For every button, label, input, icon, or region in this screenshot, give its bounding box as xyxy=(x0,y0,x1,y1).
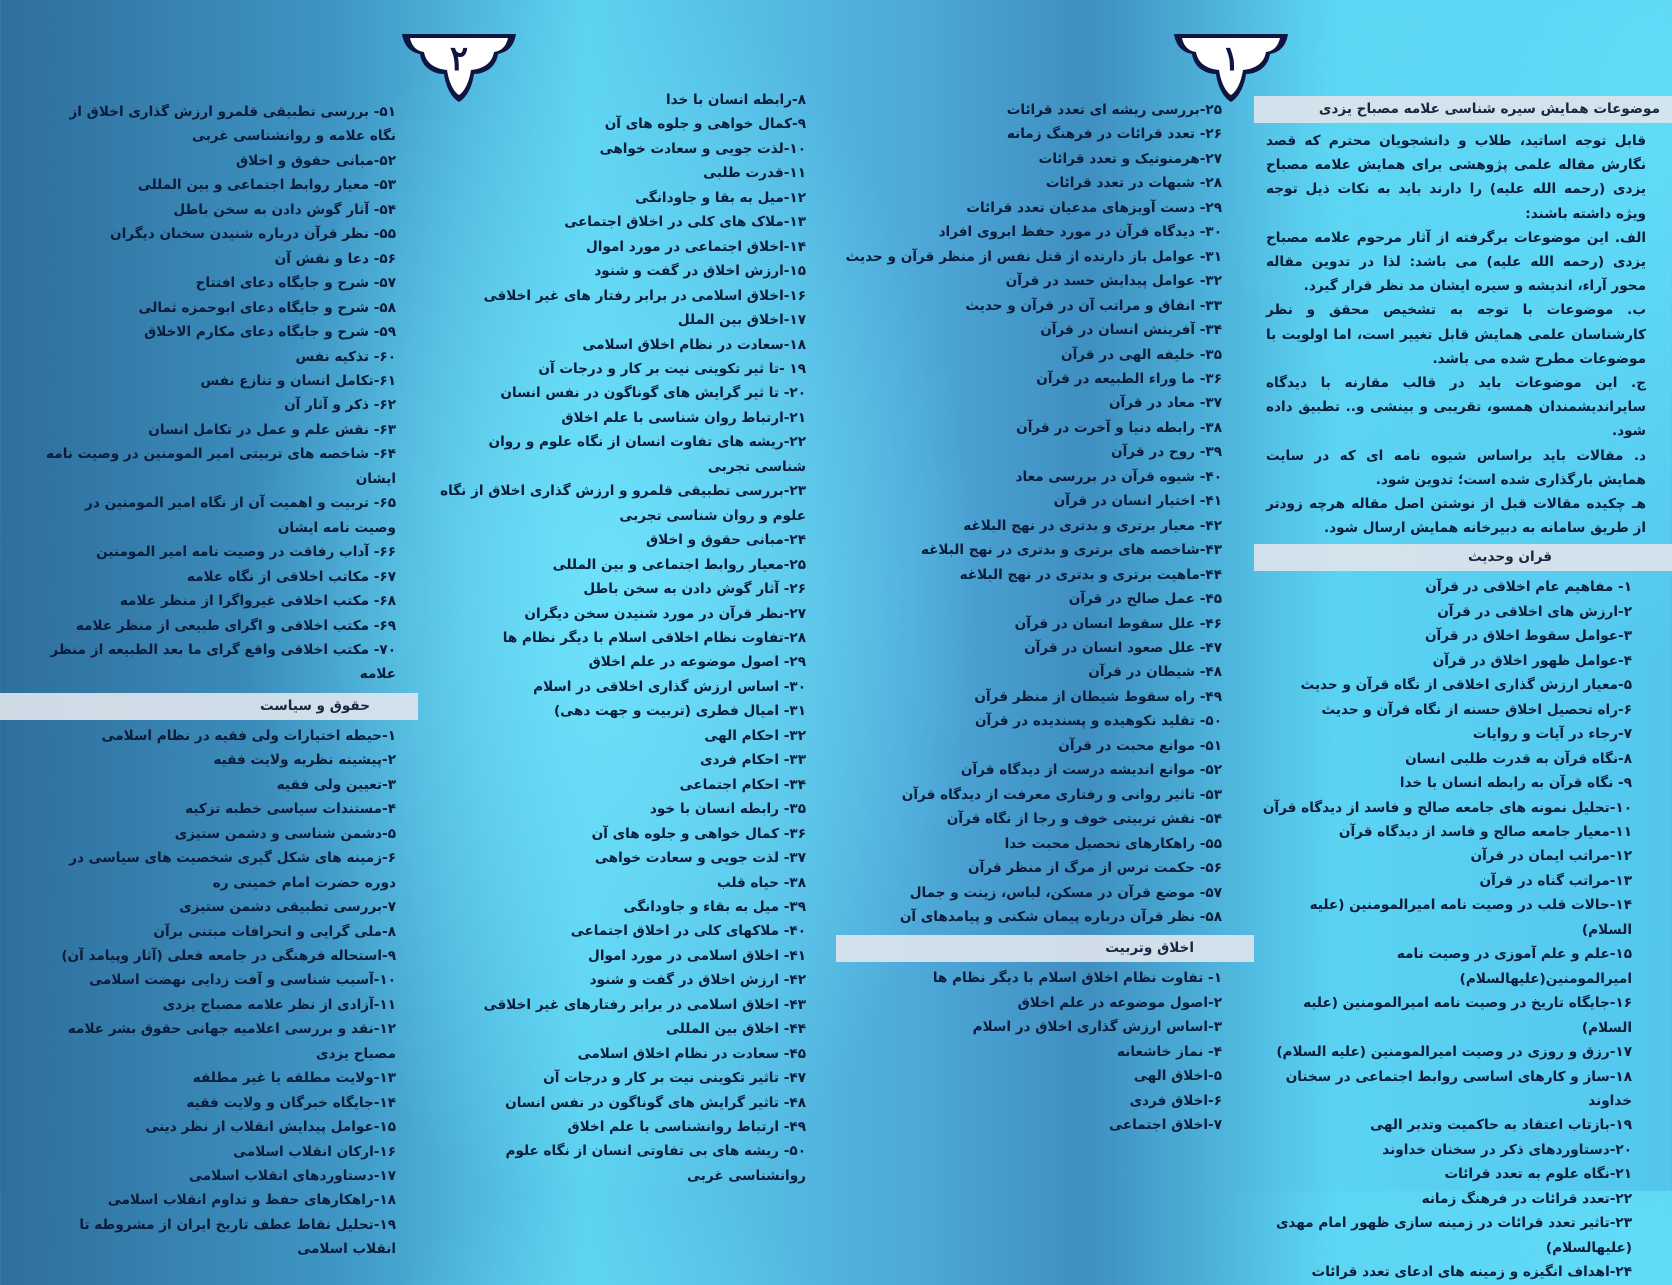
topic-list xyxy=(836,98,1254,929)
list-item: ۳۶- کمال خواهی و جلوه های آن xyxy=(591,825,806,842)
list-item: ۵۴- نقش تربیتی خوف و رجا از نگاه قرآن xyxy=(946,811,1222,828)
topic-list xyxy=(836,966,1254,1137)
list-item: ۹-استحاله فرهنگی در جامعه فعلی (آثار وپیامد آن) xyxy=(61,947,396,964)
list-item: ۴۴- اخلاق بین المللی xyxy=(666,1021,806,1038)
list-item: ۴-مستندات سیاسی خطبه تزکیه xyxy=(185,801,396,818)
list-item: ۱۸-ساز و کارهای اساسی روابط اجتماعی در سخنان خداوند xyxy=(1285,1068,1632,1109)
list-item: ۳۶- ما وراء الطبیعه در قرآن xyxy=(1036,370,1222,387)
page-number-1: ۱ xyxy=(1221,39,1241,79)
list-item: ۵۷- شرح و جایگاه دعای افتتاح xyxy=(195,275,396,292)
list-item: ۱۹-تحلیل نقاط عطف تاریخ ایران از مشروطه تا انقلاب اسلامی xyxy=(79,1216,396,1258)
list-item: ۶۱-تکامل انسان و تنازع نفس xyxy=(200,372,396,389)
list-item: ۴۹- راه سقوط شیطان از منظر قرآن xyxy=(974,688,1222,705)
list-item: ۲-پیشینه نظریه ولایت فقیه xyxy=(213,752,396,769)
list-item: ۵۳- معیار روابط اجتماعی و بین المللی xyxy=(137,177,396,194)
list-item: ۱- تفاوت نظام اخلاق اسلام با دیگر نظام ها xyxy=(932,970,1222,987)
list-item: ۲۳-بررسی تطبیقی قلمرو و ارزش گذاری اخلاق از نگاه علوم و روان شناسی تجربی xyxy=(440,483,806,524)
list-item: ۱۸-سعادت در نظام اخلاق اسلامی xyxy=(582,336,806,353)
intro-paragraph: هـ چکیده مقالات قبل از نوشتن اصل مقاله هرچه زودتر از طریق سامانه به دبیرخانه همایش ارسال شود. xyxy=(1266,496,1646,537)
list-item: ۴۶- علل سقوط انسان در قرآن xyxy=(1014,615,1222,632)
column-3 xyxy=(432,88,836,1188)
list-item: ۷-رجاء در آیات و روایات xyxy=(1472,726,1632,743)
list-item: ۱۳-ملاک های کلی در اخلاق اجتماعی xyxy=(564,214,806,231)
list-item: ۴۸- شیطان در قرآن xyxy=(1088,664,1222,681)
list-item: ۶۸- مکتب اخلاقی غیرواگرا از منظر علامه xyxy=(119,593,396,610)
list-item: ۶-راه تحصیل اخلاق حسنه از نگاه قرآن و حدیث xyxy=(1321,701,1632,718)
page-badge-1 xyxy=(1170,32,1292,104)
list-item: ۳۸- حیاه قلب xyxy=(716,874,806,891)
list-item: ۳-اساس ارزش گذاری اخلاق در اسلام xyxy=(972,1019,1222,1036)
list-item: ۴۰- شیوه قرآن در بررسی معاد xyxy=(1015,468,1222,485)
intro-paragraph: الف. این موضوعات برگرفته از آثار مرحوم علامه مصباح یزدی (رحمه الله علیه) می باشد: لذا در تدوین مقاله محور آراء، اندیشه و سیره ایشان مد نظر قرار گیرد. xyxy=(1266,229,1646,295)
list-item: ۱۱-معیار جامعه صالح و فاسد از دیدگاه قرآن xyxy=(1338,823,1632,840)
list-item: ۶۲- ذکر و آثار آن xyxy=(284,397,396,414)
list-item: ۲۰-دستاوردهای ذکر در سخنان خداوند xyxy=(1382,1141,1632,1158)
list-item: ۵۶- دعا و نقش آن xyxy=(274,250,396,267)
list-item: ۲۰- تا ثیر گرایش های گوناگون در نفس انسان xyxy=(500,385,806,402)
list-item: ۳۲- عوامل پیدایش حسد در قرآن xyxy=(1005,273,1222,290)
list-item: ۲۵-معیار روابط اجتماعی و بین المللی xyxy=(552,556,806,573)
column-1 xyxy=(1254,96,1672,1285)
list-item: ۳۹- میل به بقاء و جاودانگی xyxy=(623,898,806,915)
list-item: ۲۷-هرمنوتیک و تعدد قرائات xyxy=(1038,150,1222,167)
main-header: موضوعات همایش سیره شناسی علامه مصباح یزدی xyxy=(1254,96,1672,123)
list-item: ۹- نگاه قرآن به رابطه انسان با خدا xyxy=(1399,775,1632,792)
list-item: ۳۳- انفاق و مراتب آن در قرآن و حدیث xyxy=(965,297,1222,314)
list-item: ۵-معیار ارزش گذاری اخلاقی از نگاه قرآن و حدیث xyxy=(1300,677,1632,694)
list-item: ۴۹- ارتباط روانشناسی با علم اخلاق xyxy=(567,1119,806,1136)
list-item: ۱۷-اخلاق بین الملل xyxy=(677,312,806,329)
list-item: ۳۱- عوامل باز دارنده از قتل نفس از منظر قرآن و حدیث xyxy=(845,248,1222,265)
list-item: ۲۱-ارتباط روان شناسی با علم اخلاق xyxy=(561,409,806,426)
list-item: ۳۴- آفرینش انسان در قرآن xyxy=(1040,322,1222,339)
list-item: ۶۰- تذکیه نفس xyxy=(295,348,396,365)
list-item: ۱۰-لذت جویی و سعادت خواهی xyxy=(599,140,806,157)
list-item: ۱۷-رزق و روزی در وصیت امیرالمومنین (علیه السلام) xyxy=(1276,1044,1632,1061)
list-item: ۲۸-تفاوت نظام اخلاقی اسلام با دیگر نظام ها xyxy=(502,629,806,646)
list-item: ۵۷- موضع قرآن در مسکن، لباس، زینت و جمال xyxy=(909,884,1222,901)
list-item: ۸-ملی گرایی و انحرافات مبتنی برآن xyxy=(153,923,396,940)
list-item: ۵۰- ریشه های بی تفاوتی انسان از نگاه علوم روانشناسی غربی xyxy=(505,1143,806,1184)
list-item: ۸-رابطه انسان با خدا xyxy=(665,92,806,108)
list-item: ۱-حیطه اختیارات ولی فقیه در نظام اسلامی xyxy=(101,727,396,744)
list-item: ۲۲-تعدد قرائات در فرهنگ زمانه xyxy=(1421,1190,1632,1207)
list-item: ۲-اصول موضوعه در علم اخلاق xyxy=(1017,994,1222,1011)
list-item: ۴- نماز خاشعانه xyxy=(1117,1043,1222,1060)
topic-list xyxy=(0,100,418,687)
list-item: ۳۷- لذت جویی و سعادت خواهی xyxy=(594,850,806,867)
list-item: ۵۳- تاثیر روانی و رفتاری معرفت از دیدگاه قرآن xyxy=(901,786,1222,803)
list-item: ۱۴-جایگاه خبرگان و ولایت فقیه xyxy=(186,1094,396,1111)
list-item: ۳-عوامل سقوط اخلاق در قرآن xyxy=(1424,628,1632,645)
column-4 xyxy=(0,100,418,1262)
list-item: ۴۸- تاثیر گرایش های گوناگون در نفس انسان xyxy=(505,1094,806,1111)
list-item: ۵-دشمن شناسی و دشمن ستیزی xyxy=(174,825,396,842)
list-item: ۷-اخلاق اجتماعی xyxy=(1109,1117,1222,1134)
list-item: ۱۰-تحلیل نمونه های جامعه صالح و فاسد از دیدگاه قرآن xyxy=(1262,799,1632,816)
list-item: ۵-اخلاق الهی xyxy=(1133,1068,1222,1085)
list-item: ۴۷- تاثیر تکوینی نیت بر کار و درجات آن xyxy=(543,1070,806,1087)
list-item: ۴۳-شاخصه های برتری و بدتری در نهج البلاغه xyxy=(920,542,1222,559)
section-header-ethics: اخلاق وتربیت xyxy=(836,935,1254,962)
list-item: ۳۵- خلیفه الهی در قرآن xyxy=(1060,346,1222,363)
list-item: ۲۳-تاثیر تعدد قرائات در زمینه سازی ظهور امام مهدی (علیهالسلام) xyxy=(1275,1215,1632,1256)
list-item: ۲-ارزش های اخلاقی در قرآن xyxy=(1437,603,1632,620)
list-item: ۱۹ -تا ثیر تکوینی نیت بر کار و درجات آن xyxy=(538,360,806,377)
list-item: ۶۴- شاخصه های تربیتی امیر المومنین در وصیت نامه ایشان xyxy=(46,446,396,487)
list-item: ۱۸-راهکارهای حفظ و تداوم انقلاب اسلامی xyxy=(107,1192,396,1209)
intro-paragraph: د. مقالات باید براساس شیوه نامه ای که در سایت همایش بارگذاری شده است؛ تدوین شود. xyxy=(1266,447,1646,488)
list-item: ۳۸- رابطه دنیا و آخرت در قرآن xyxy=(1016,419,1222,436)
intro-notes xyxy=(1254,129,1672,540)
list-item: ۳۷- معاد در قرآن xyxy=(1108,395,1222,412)
list-item: ۴۴-ماهیت برتری و بدتری در نهج البلاغه xyxy=(959,566,1222,583)
page-number-2: ۲ xyxy=(449,39,469,79)
list-item: ۱۲-میل به بقا و جاودانگی xyxy=(635,189,806,206)
list-item: ۳۰- دیدگاه قرآن در مورد حفظ ابروی افراد xyxy=(938,224,1222,241)
list-item: ۷-بررسی تطبیقی دشمن ستیزی xyxy=(179,899,396,916)
list-item: ۲۱-نگاه علوم به تعدد قرائات xyxy=(1444,1166,1632,1183)
list-item: ۴۷- علل صعود انسان در قرآن xyxy=(1024,639,1222,656)
list-item: ۲۸- شبهات در تعدد قرائات xyxy=(1045,175,1222,192)
list-item: ۴۵- عمل صالح در قرآن xyxy=(1068,591,1222,608)
list-item: ۱۲-نقد و بررسی اعلامیه جهانی حقوق بشر علامه مصباح یزدی xyxy=(67,1021,396,1062)
list-item: ۱۴-اخلاق اجتماعی در مورد اموال xyxy=(586,238,806,255)
list-item: ۵۸- شرح و جایگاه دعای ابوحمزه ثمالی xyxy=(138,299,396,316)
list-item: ۱۳-مراتب گناه در قرآن xyxy=(1479,872,1632,889)
section-header-law-politics: حقوق و سیاست xyxy=(0,693,418,720)
list-item: ۲۲-ریشه های تفاوت انسان از نگاه علوم و روان شناسی تجربی xyxy=(488,434,806,475)
list-item: ۵۱- بررسی تطبیقی قلمرو ارزش گذاری اخلاق از نگاه علامه و روانشناسی غربی xyxy=(69,104,396,145)
list-item: ۶۳- نقش علم و عمل در تکامل انسان xyxy=(148,421,396,438)
list-item: ۲۹- دست آویزهای مدعیان تعدد قرائات xyxy=(966,199,1222,216)
badge-frame-icon xyxy=(1170,32,1292,104)
list-item: ۶-زمینه های شکل گیری شخصیت های سیاسی در دوره حضرت امام خمینی ره xyxy=(69,850,396,891)
list-item: ۱۰-آسیب شناسی و آفت زدایی نهضت اسلامی xyxy=(89,972,396,989)
list-item: ۲۶- تعدد قرائات در فرهنگ زمانه xyxy=(1006,126,1222,143)
list-item: ۱- مفاهیم عام اخلاقی در قرآن xyxy=(1425,579,1632,596)
list-item: ۱۶-جایگاه تاریخ در وصیت نامه امیرالمومنین (علیه السلام) xyxy=(1303,995,1632,1036)
list-item: ۴۱- اختیار انسان در قرآن xyxy=(1053,493,1222,510)
list-item: ۵۹- شرح و جایگاه دعای مکارم الاخلاق xyxy=(144,324,396,341)
list-item: ۵۲-مبانی حقوق و اخلاق xyxy=(235,152,396,169)
list-item: ۲۷-نظر قرآن در مورد شنیدن سخن دیگران xyxy=(524,605,806,622)
list-item: ۳۲- احکام الهی xyxy=(704,727,806,744)
list-item: ۲۶- آثار گوش دادن به سخن باطل xyxy=(583,581,806,598)
list-item: ۱۶-ارکان انقلاب اسلامی xyxy=(233,1143,396,1160)
list-item: ۴-عوامل ظهور اخلاق در قرآن xyxy=(1432,652,1632,669)
list-item: ۵۰- تقلید نکوهیده و پسندیده در قرآن xyxy=(974,713,1222,730)
topic-list xyxy=(1254,575,1672,1284)
list-item: ۷۰- مکتب اخلاقی واقع گرای ما بعد الطبیعه از منظر علامه xyxy=(50,641,396,683)
topic-list xyxy=(432,88,836,1188)
list-item: ۶۵- تربیت و اهمیت آن از نگاه امیر المومنین در وصیت نامه ایشان xyxy=(85,495,396,536)
list-item: ۱۳-ولایت مطلقه یا غیر مطلقه xyxy=(192,1070,396,1087)
list-item: ۱۱-قدرت طلبی xyxy=(703,165,806,182)
list-item: ۱۴-حالات قلب در وصیت نامه امیرالمومنین (علیه السلام) xyxy=(1309,897,1632,938)
list-item: ۶۶- آداب رفاقت در وصیت نامه امیر المومنین xyxy=(96,544,396,561)
list-item: ۵۱- موانع محبت در قرآن xyxy=(1058,737,1222,754)
list-item: ۴۲- ارزش اخلاق در گفت و شنود xyxy=(589,972,806,989)
list-item: ۵۵- نظر قرآن درباره شنیدن سخنان دیگران xyxy=(110,226,396,243)
list-item: ۸-نگاه قرآن به قدرت طلبی انسان xyxy=(1405,750,1632,767)
intro-paragraph: ب. موضوعات با توجه به تشخیص محقق و نظر کارشناسان علمی همایش قابل تغییر است، اما اولویت با موضوعات مطرح شده می باشد. xyxy=(1266,302,1646,367)
list-item: ۳۵- رابطه انسان با خود xyxy=(649,801,806,818)
list-item: ۴۳- اخلاق اسلامی در برابر رفتارهای غیر اخلاقی xyxy=(483,996,806,1013)
list-item: ۱۵-ارزش اخلاق در گفت و شنود xyxy=(594,263,806,280)
list-item: ۶-اخلاق فردی xyxy=(1129,1092,1222,1109)
list-item: ۱۹-بازتاب اعتقاد به حاکمیت وتدبر الهی xyxy=(1370,1117,1632,1134)
list-item: ۴۰- ملاکهای کلی در اخلاق اجتماعی xyxy=(570,923,806,940)
list-item: ۱۷-دستاوردهای انقلاب اسلامی xyxy=(188,1168,396,1185)
list-item: ۳-تعیین ولی فقیه xyxy=(276,776,396,793)
list-item: ۶۷- مکاتب اخلاقی از نگاه علامه xyxy=(186,568,396,585)
list-item: ۱۵-عوامل پیدایش انقلاب از نظر دینی xyxy=(145,1119,396,1136)
list-item: ۲۹- اصول موضوعه در علم اخلاق xyxy=(588,654,806,671)
list-item: ۳۴- احکام اجتماعی xyxy=(679,776,806,793)
list-item: ۱۱-آزادی از نظر علامه مصباح یزدی xyxy=(162,996,396,1013)
intro-paragraph: قابل توجه اساتید، طلاب و دانشجویان محترم که قصد نگارش مقاله علمی پژوهشی برای همایش علامه مصباح یزدی (رحمه الله علیه) را دارند باید به نکات ذیل توجه ویژه داشته باشند: xyxy=(1266,133,1646,222)
list-item: ۳۰- اساس ارزش گذاری اخلاقی در اسلام xyxy=(533,678,806,695)
list-item: ۲۵-بررسی ریشه ای تعدد قرائات xyxy=(1006,102,1222,118)
list-item: ۵۶- حکمت ترس از مرگ از منظر قرآن xyxy=(968,860,1222,877)
list-item: ۴۵- سعادت در نظام اخلاق اسلامی xyxy=(577,1045,806,1062)
list-item: ۴۱- اخلاق اسلامی در مورد اموال xyxy=(588,947,806,964)
list-item: ۳۳- احکام فردی xyxy=(700,752,806,769)
list-item: ۳۹- روح در قرآن xyxy=(1111,444,1222,461)
list-item: ۵۸- نظر قرآن درباره پیمان شکنی و پیامدهای آن xyxy=(899,908,1222,925)
list-item: ۵۴- آثار گوش دادن به سخن باطل xyxy=(173,201,396,218)
list-item: ۵۵- راهکارهای تحصیل محبت خدا xyxy=(1004,835,1222,852)
topic-list xyxy=(0,724,418,1262)
column-2 xyxy=(836,98,1254,1138)
list-item: ۳۱- امیال فطری (تربیت و جهت دهی) xyxy=(553,703,806,720)
section-header-quran-hadith: قران وحدیث xyxy=(1254,544,1672,571)
list-item: ۵۲- موانع اندیشه درست از دیدگاه قرآن xyxy=(960,762,1222,779)
list-item: ۲۴-اهداف انگیزه و زمینه های ادعای تعدد قرائات xyxy=(1311,1264,1632,1281)
list-item: ۹-کمال خواهی و جلوه های آن xyxy=(604,116,806,133)
list-item: ۱۵-علم و علم آموزی در وصیت نامه امیرالمومنین(علیهالسلام) xyxy=(1396,946,1632,987)
list-item: ۱۶-اخلاق اسلامی در برابر رفتار های غیر اخلاقی xyxy=(483,287,806,304)
list-item: ۶۹- مکتب اخلاقی و اگرای طبیعی از منظر علامه xyxy=(75,617,396,634)
list-item: ۱۲-مراتب ایمان در قرآن xyxy=(1470,848,1632,865)
intro-paragraph: ج. این موضوعات باید در قالب مقارنه با دیدگاه سایراندیشمندان همسو، تقریبی و بینشی و.. تطبیق داده شود. xyxy=(1266,375,1646,440)
list-item: ۲۴-مبانی حقوق و اخلاق xyxy=(645,532,806,549)
list-item: ۴۲- معیار برتری و بدتری در نهج البلاغه xyxy=(963,517,1222,534)
